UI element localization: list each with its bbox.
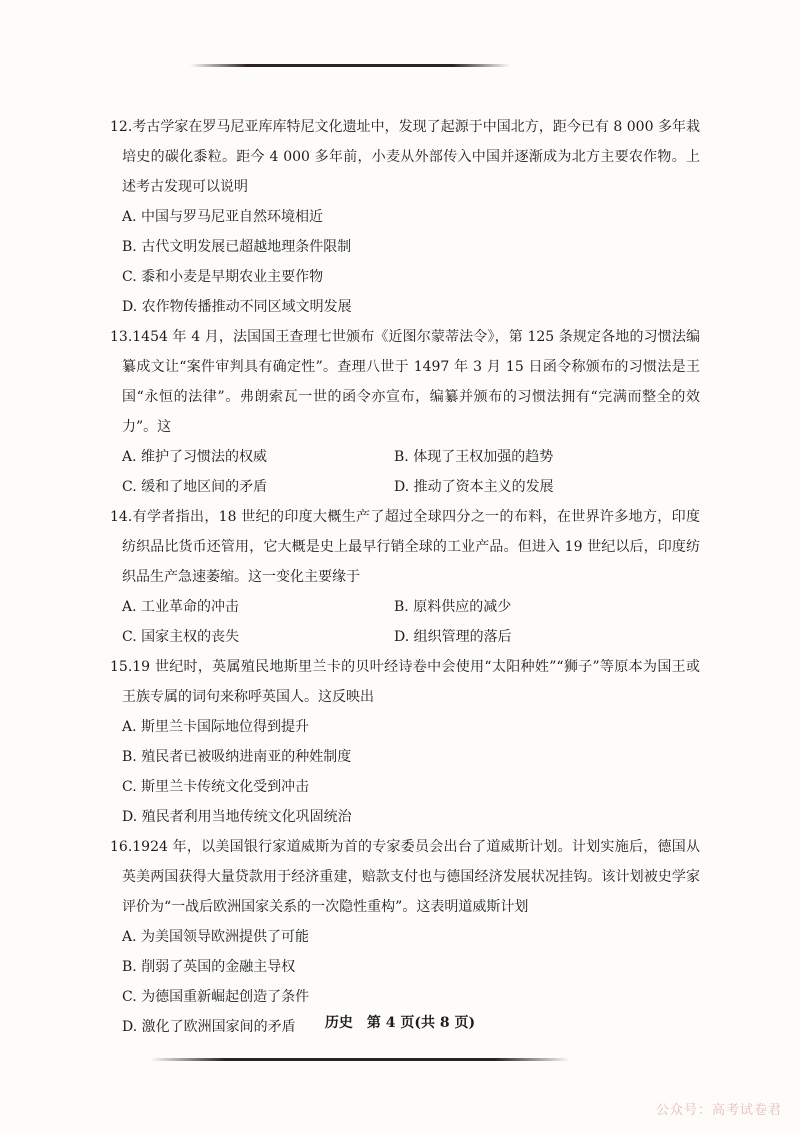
option-c: C. 黍和小麦是早期农业主要作物 [122, 269, 324, 285]
option-b: B. 体现了王权加强的趋势 [394, 449, 554, 465]
option-b: B. 古代文明发展已超越地理条件限制 [122, 239, 352, 255]
option-d: D. 农作物传播推动不同区域文明发展 [122, 299, 352, 315]
question-stem: 16.1924 年，以美国银行家道威斯为首的专家委员会出台了道威斯计划。计划实施后，德国从英美两国获得大量贷款用于经济重建，赔款支付也与德国经济发展状况挂钩。该计划被史学家评价为“一战后欧洲国家关系的一次隐性重构”。这表明道威斯计划 [110, 839, 700, 915]
bottom-rule [150, 1058, 570, 1061]
option-a: A. 斯里兰卡国际地位得到提升 [122, 719, 310, 735]
question-12 [110, 112, 700, 322]
options-list [122, 712, 700, 832]
option-d: D. 殖民者利用当地传统文化巩固统治 [122, 809, 352, 825]
question-13 [110, 322, 700, 502]
option-c: C. 国家主权的丧失 [122, 629, 240, 645]
question-stem: 15.19 世纪时，英属殖民地斯里兰卡的贝叶经诗卷中会使用“太阳种姓”“狮子”等原本为国王或王族专属的词句来称呼英国人。这反映出 [110, 659, 700, 705]
options-grid [122, 442, 700, 502]
option-b: B. 原料供应的减少 [394, 599, 512, 615]
question-14 [110, 502, 700, 652]
option-b: B. 削弱了英国的金融主导权 [122, 959, 296, 975]
option-c: C. 缓和了地区间的矛盾 [122, 479, 268, 495]
question-16 [110, 832, 700, 1042]
watermark: 公众号：高考试卷君 [655, 1103, 782, 1118]
option-d: D. 组织管理的落后 [394, 629, 512, 645]
option-d: D. 激化了欧洲国家间的矛盾 [122, 1019, 296, 1035]
question-stem: 13.1454 年 4 月，法国国王查理七世颁布《近图尔蒙蒂法令》，第 125 条规定各地的习惯法编纂成文让“案件审判具有确定性”。查理八世于 1497 年 3 月 15 日函令称颁布的习惯法是王国“永恒的法律”。弗朗索瓦一世的函令亦宣布，编纂并颁布的习惯法拥有“完满而整全的效力”。这 [110, 329, 700, 435]
options-grid [122, 592, 700, 652]
options-list [122, 202, 700, 322]
exam-content [110, 112, 700, 1042]
option-a: A. 工业革命的冲击 [122, 599, 240, 615]
page-footer: 历史 第 4 页(共 8 页) [324, 1015, 476, 1031]
option-c: C. 为德国重新崛起创造了条件 [122, 989, 310, 1005]
top-rule [190, 64, 510, 67]
option-c: C. 斯里兰卡传统文化受到冲击 [122, 779, 310, 795]
option-a: A. 中国与罗马尼亚自然环境相近 [122, 209, 324, 225]
option-a: A. 为美国领导欧洲提供了可能 [122, 929, 310, 945]
question-stem: 14.有学者指出，18 世纪的印度大概生产了超过全球四分之一的布料，在世界许多地方，印度纺织品比货币还管用，它大概是史上最早行销全球的工业产品。但进入 19 世纪以后，印度纺织品生产急速萎缩。这一变化主要缘于 [110, 509, 700, 585]
option-b: B. 殖民者已被吸纳进南亚的种姓制度 [122, 749, 352, 765]
option-a: A. 维护了习惯法的权威 [122, 449, 268, 465]
option-d: D. 推动了资本主义的发展 [394, 479, 554, 495]
question-stem: 12.考古学家在罗马尼亚库库特尼文化遗址中，发现了起源于中国北方，距今已有 8 000 多年栽培史的碳化黍粒。距今 4 000 多年前，小麦从外部传入中国并逐渐成为北方主要农作物。上述考古发现可以说明 [110, 119, 700, 195]
question-15 [110, 652, 700, 832]
